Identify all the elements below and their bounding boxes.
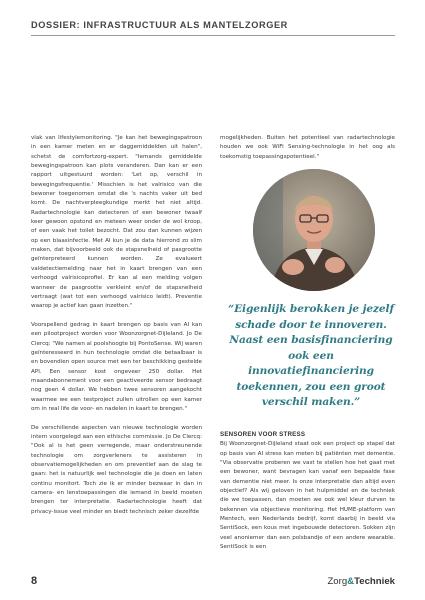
body-paragraph: mogelijkheden. Buiten het potentieel van radartechnologie houden we ook WiFi Sensing-technologie in het oog als toekomstig toepassingspotentieel." (220, 135, 395, 160)
brand-ampersand: & (347, 576, 355, 587)
page-number: 8 (31, 575, 38, 587)
body-paragraph: Voorspellend gedrag in kaart brengen op basis van AI kan een pilootproject worden voor Woonzorgnet-Dijleland. Jo De Clercq: "We namen al poolshoogte bij PontoSense. Wij waren geïnteresseerd in hun technologie omdat die betaalbaar is en bovendien open source met een ter beschikking gestelde API. Een sensor kost ongeveer 250 dollar. Het maandabonnement voor een geactiveerde sensor bedraagt nog geen 4 dollar. We hebben twee sensoren aangekocht waarmee we een testproject zullen uitrollen op een kamer om in real life de voor- en nadelen in kaart te brengen." (31, 321, 202, 412)
left-text-column (31, 134, 202, 517)
portrait-photo (253, 169, 375, 291)
pull-quote: “Eigenlijk berokken je jezelf schade door te innoveren. Naast een basisfinanciering ook een innovatiefinanciering toekennen, zou een groot verschil maken.” (228, 303, 394, 408)
right-text-column-bottom (220, 430, 395, 552)
body-paragraph: De verschillende aspecten van nieuwe technologie worden intern voorgelegd aan een ethische commissie. Jo De Clercq: "Ook al is het geen verregende, maar onderstreunende technologie om zorgverleners te assisteren in observatiemogelijkheden en om preventief aan de slag te gaan: het is natuurlijk wel technologie die je doen en laten continu monitort. Toch zie ik er minder bezwaar in dan in camera- en lenstoepassingen die iemand in beeld moeten brengen ter interpretatie. Radartechnologie heeft dat privacy-issue veel minder en biedt technisch zeker dezelfde (31, 424, 202, 515)
right-text-column-top (220, 134, 395, 162)
portrait-illustration (253, 169, 375, 291)
brand-part-techniek: Techniek (354, 576, 395, 587)
brand-part-zorg: Zorg (327, 576, 348, 587)
dossier-title: DOSSIER: INFRASTRUCTUUR ALS MANTELZORGER (31, 20, 288, 30)
magazine-brand (327, 576, 395, 587)
body-paragraph: Bij Woonzorgnet-Dijleland staat ook een project op stapel dat op basis van AI stress kan meten bij patiënten met dementie. "Via observatie proberen we vast te stellen hoe het gaat met een bewoner, want bevragen kan vanaf een bepaalde fase van dementie niet meer. Is onze interpretatie dan altijd even objectief? Als wij geloven in het hulpmiddel en de techniek die we toepassen, dan moeten we ook wel kleur durven te bekennen via objectieve monitoring. Het HUME-platform van Mentech, een Nederlands bedrijf, komt daarbij in beeld via SentiSock, een kous met ingebouwde detectoren. Sokken zijn veel anoniemer dan een polsbandje of een andere wearable. SentiSock is een (220, 441, 395, 551)
section-heading: SENSOREN VOOR STRESS (220, 431, 306, 438)
body-paragraph: vlak van lifestylemonitoring. "Je kan het bewegingspatroon in een kamer meten en er daggemiddelden uit halen", schetst de comfortzorg-expert. "Iemands gemiddelde bewegingspatroon kan plots veranderen. Dan kan er een rapport uitgestuurd worden: 'Let op, verschil in bewegingsfrequentie.' Misschien is het valrisico van die bewoner toegenomen omdat die 's nachts vaker uit bed komt. De nachtverpleegkundige merkt het niet altijd. Radartechnologie kan detecteren of een bewoner twaalf keer gewoon opstond en meteen weer onder de wol kroop, of een vaak het toilet bezocht. Dat zou dan kunnen wijzen op een blaasinfectie. Met AI kun je de data hierrond zo slim maken, dat bijvoorbeeld ook de stapsnelheid of pasgrootte geïnterpreteerd kunnen worden. Ze evalueert valdetectiemelding naar het in kaart brengen van een verhoogd valrisicoprofiel. Er kan al een melding volgen wanneer de pasgrootte verkleint en/of de stapsnelheid vertraagt (wat tot een verhoogd valrisico leidt). Preventie waarop je actief kan gaan inzetten." (31, 135, 202, 310)
page-header (31, 20, 395, 36)
header-divider (31, 35, 395, 36)
